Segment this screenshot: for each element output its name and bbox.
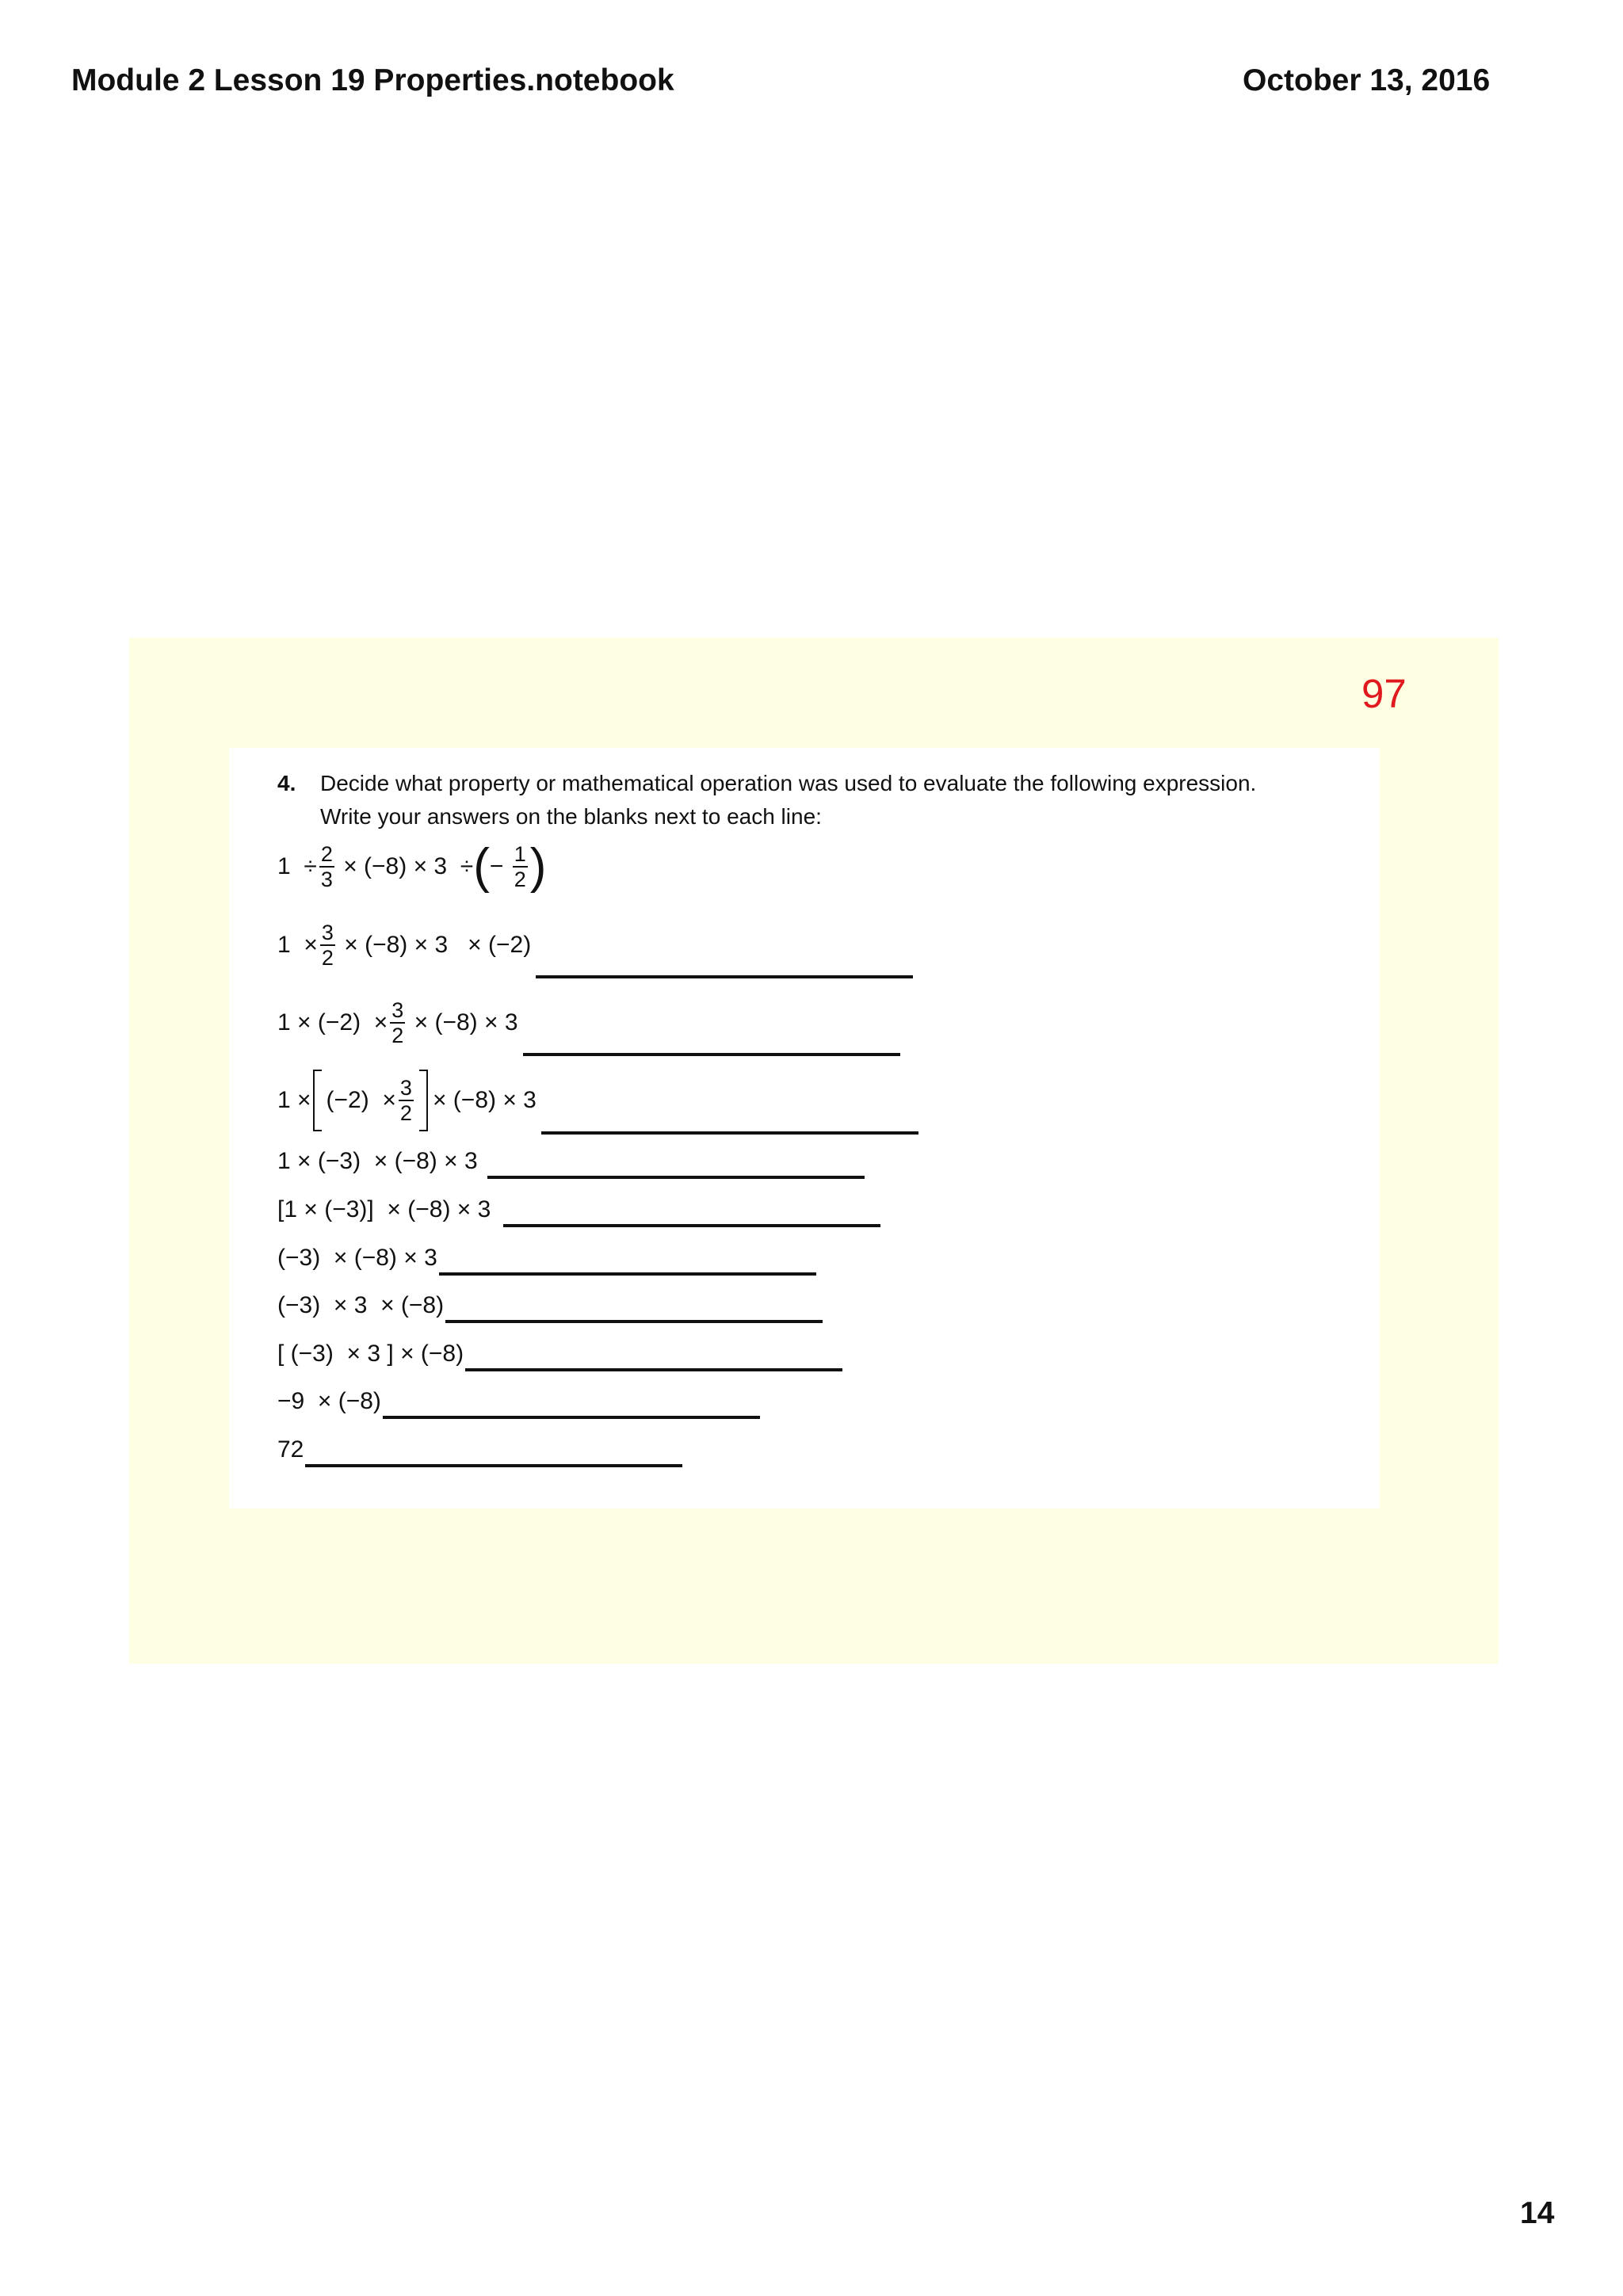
answer-blank-3[interactable] <box>541 1116 918 1135</box>
expression-line-0 <box>277 833 546 900</box>
question-line-2: Write your answers on the blanks next to each line: <box>320 804 822 829</box>
page-number: 14 <box>1520 2196 1555 2230</box>
fraction: $\frac{2}{3}$ <box>320 842 333 891</box>
answer-blank-5[interactable] <box>503 1208 880 1227</box>
expression-line-10 <box>277 1432 682 1467</box>
expr-text: [ (−3) × 3 ] × (−8) <box>277 1341 464 1367</box>
expr-text: (−3) × (−8) × 3 <box>277 1245 437 1271</box>
paren: ( <box>473 839 490 894</box>
expr-text: × (−8) × 3 <box>407 1009 518 1035</box>
expr-text: 1 × <box>277 932 318 958</box>
notebook-title: Module 2 Lesson 19 Properties.notebook <box>71 63 674 97</box>
expression-line-3 <box>277 1066 918 1135</box>
expr-text: −9 × (−8) <box>277 1388 381 1414</box>
answer-blank-8[interactable] <box>465 1352 842 1371</box>
expr-text: × (−8) × 3 ÷ <box>336 853 474 879</box>
expression-line-8 <box>277 1337 842 1371</box>
page-date: October 13, 2016 <box>1243 63 1491 97</box>
answer-blank-1[interactable] <box>536 959 913 978</box>
expression-line-1 <box>277 912 913 978</box>
bracket-left <box>313 1070 322 1131</box>
answer-blank-4[interactable] <box>487 1160 865 1179</box>
expression-line-7 <box>277 1288 823 1323</box>
fraction: $\frac{1}{2}$ <box>514 842 526 891</box>
expression-line-2 <box>277 990 900 1056</box>
answer-blank-7[interactable] <box>445 1304 823 1323</box>
question-number: 4. <box>277 771 296 795</box>
expr-text: 72 <box>277 1436 304 1463</box>
expression-line-9 <box>277 1384 760 1419</box>
worksheet-card <box>229 748 1380 1508</box>
expr-text: × (−8) × 3 <box>432 1087 537 1113</box>
answer-blank-9[interactable] <box>383 1400 760 1419</box>
expr-text: 1 × <box>277 1087 311 1113</box>
paren: ) <box>529 839 547 894</box>
answer-blank-10[interactable] <box>305 1448 682 1467</box>
expression-line-6 <box>277 1241 816 1276</box>
question-text <box>277 767 1256 833</box>
expr-text: (−2) × <box>326 1087 396 1113</box>
answer-blank-6[interactable] <box>439 1257 816 1276</box>
expr-text: [1 × (−3)] × (−8) × 3 <box>277 1196 491 1222</box>
expr-text: × (−8) × 3 × (−2) <box>337 932 532 958</box>
expr-text: 1 ÷ <box>277 853 317 879</box>
fraction: $\frac{3}{2}$ <box>399 1076 412 1125</box>
question-line-1: Decide what property or mathematical operation was used to evaluate the following expression. <box>320 771 1257 795</box>
expr-text: 1 × (−3) × (−8) × 3 <box>277 1148 478 1174</box>
bracket-right <box>419 1070 428 1131</box>
slide-number: 97 <box>1361 671 1407 716</box>
fraction: $\frac{3}{2}$ <box>391 998 404 1047</box>
answer-blank-2[interactable] <box>523 1037 900 1056</box>
expression-line-5 <box>277 1192 880 1227</box>
expr-text: (−3) × 3 × (−8) <box>277 1292 445 1318</box>
expr-text: 1 × (−2) × <box>277 1009 388 1035</box>
expression-line-4 <box>277 1144 865 1179</box>
fraction: $\frac{3}{2}$ <box>321 921 334 970</box>
expr-text: − <box>489 853 510 879</box>
